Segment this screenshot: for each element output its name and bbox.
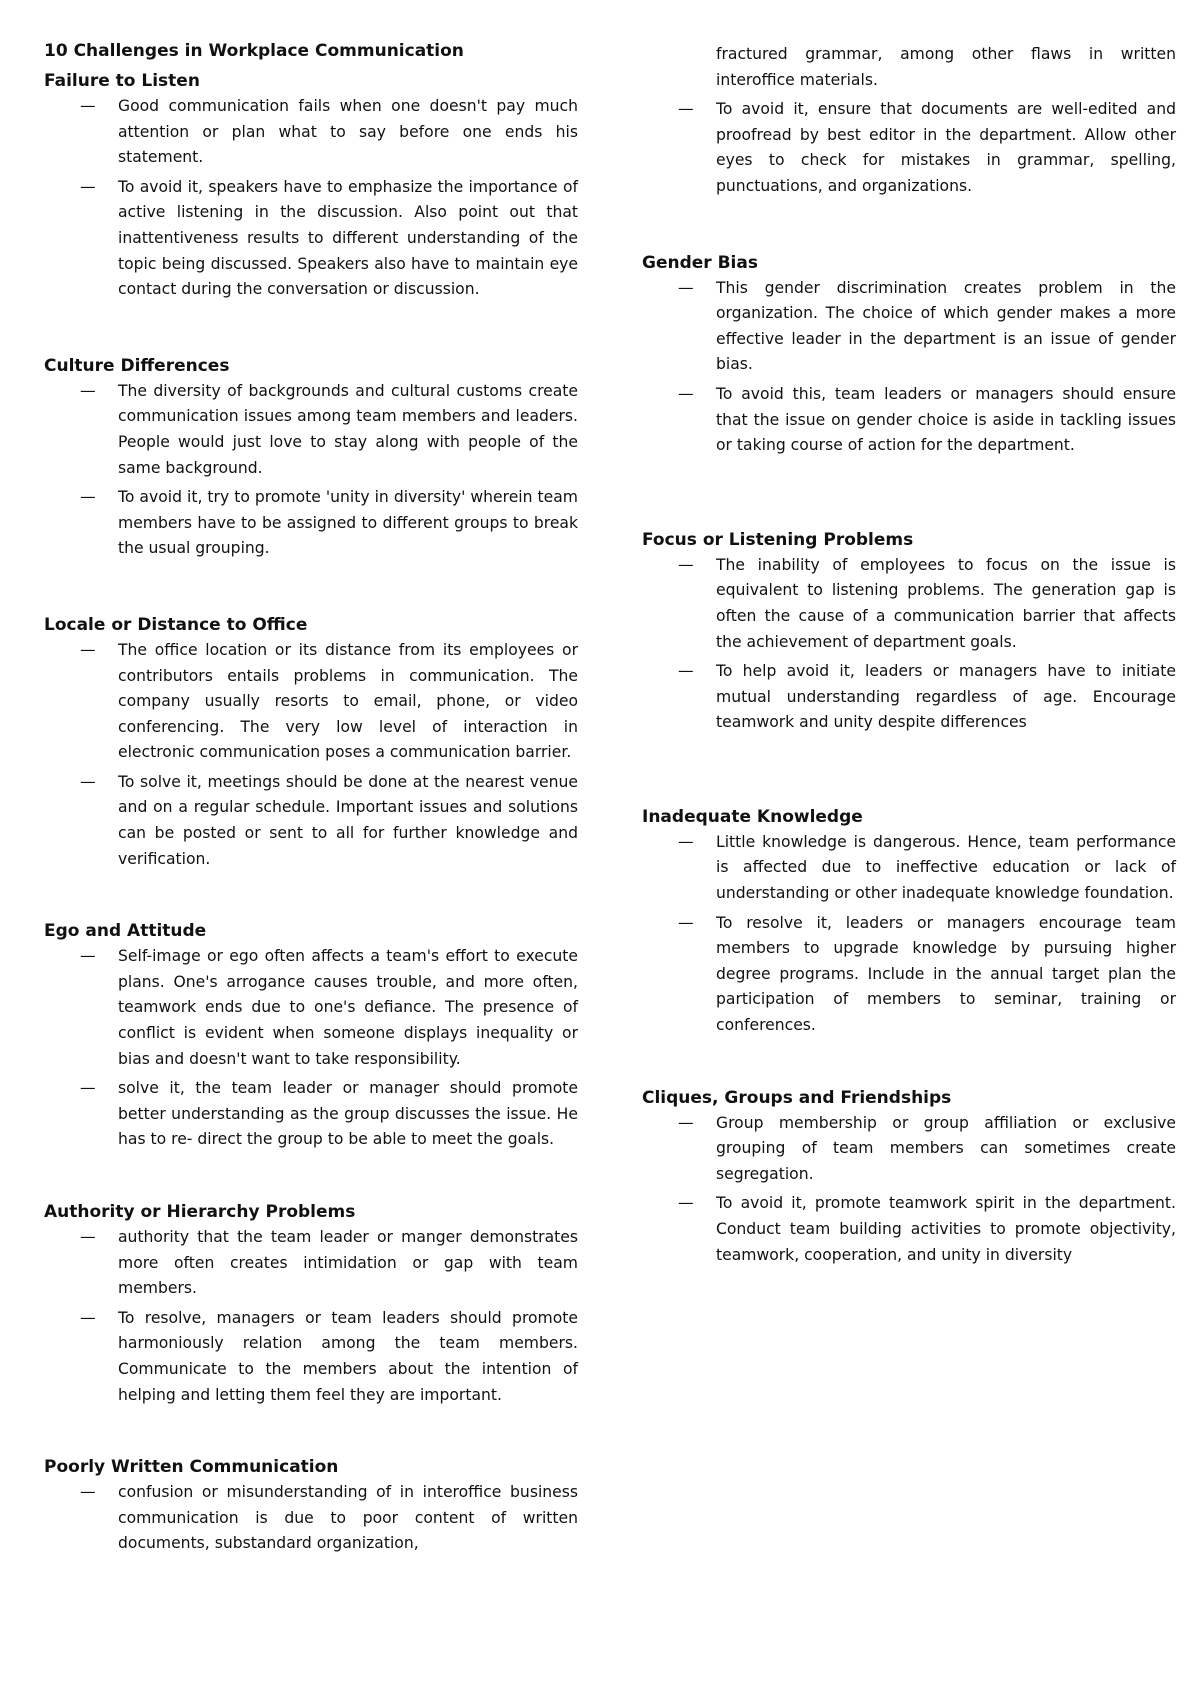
bullet-text: To avoid this, team leaders or managers should ensure that the issue on gender choice is aside in tackling issues or taking course of action for the department. <box>716 384 1176 455</box>
section-heading: Culture Differences <box>44 355 230 376</box>
bullet-text: Group membership or group affiliation or exclusive grouping of team members can sometimes create segregation. <box>716 1113 1176 1183</box>
dash-marker: — <box>678 384 694 403</box>
section-heading: Inadequate Knowledge <box>642 806 863 827</box>
bullet-list <box>642 830 1176 1039</box>
section-heading: Gender Bias <box>642 252 758 273</box>
bullet-text: The inability of employees to focus on the issue is equivalent to listening problems. The generation gap is often the cause of a communication barrier that affects the achievement of department goals. <box>716 555 1176 651</box>
document-title: 10 Challenges in Workplace Communication <box>44 41 464 61</box>
bullet-item <box>642 830 1176 907</box>
section-inadequate-knowledge <box>642 806 1176 1039</box>
dash-marker: — <box>678 1194 694 1213</box>
bullet-text: solve it, the team leader or manager should promote better understanding as the group discusses the issue. He has to re- direct the group to be able to meet the goals. <box>118 1079 578 1149</box>
bullet-text: To resolve, managers or team leaders should promote harmoniously relation among the team members. Communicate to the members about the intention of helping and letting them feel they are important. <box>118 1308 578 1404</box>
bullet-item <box>642 659 1176 736</box>
bullet-item <box>642 97 1176 199</box>
dash-marker: — <box>80 381 96 400</box>
section-authority-or-hierarchy <box>44 1201 578 1408</box>
dash-marker: — <box>678 832 694 851</box>
section-heading: Cliques, Groups and Friendships <box>642 1087 952 1108</box>
bullet-item <box>642 1191 1176 1268</box>
section-heading: Ego and Attitude <box>44 921 207 942</box>
bullet-item <box>44 944 578 1072</box>
bullet-list <box>44 379 578 562</box>
section-poorly-written-communication <box>44 1456 578 1557</box>
dash-marker: — <box>678 662 694 681</box>
bullet-list <box>642 553 1176 736</box>
bullet-text: To avoid it, ensure that documents are well-edited and proofread by best editor in the department. Allow other eyes to check for mistakes in grammar, spelling, punctuations, and organizations. <box>716 100 1176 195</box>
dash-marker: — <box>678 555 694 574</box>
bullet-text: The office location or its distance from its employees or contributors entails problems in communication. The company usually resorts to email, phone, or video conferencing. The very low level of interaction in electronic communication poses a communication barrier. <box>118 640 578 762</box>
bullet-list <box>642 276 1176 459</box>
bullet-list <box>642 97 1176 199</box>
bullet-text: To avoid it, try to promote 'unity in diversity' wherein team members have to be assigned to different groups to break the usual grouping. <box>118 488 578 558</box>
bullet-item <box>642 1111 1176 1188</box>
bullet-list <box>642 1111 1176 1269</box>
section-heading: Locale or Distance to Office <box>44 614 308 635</box>
bullet-text: To resolve it, leaders or managers encourage team members to upgrade knowledge by pursuing higher degree programs. Include in the annual target plan the participation of members to seminar, training or conferences. <box>716 913 1176 1035</box>
bullet-list <box>44 94 578 303</box>
bullet-item <box>44 1076 578 1153</box>
bullet-text: authority that the team leader or manger demonstrates more often creates intimidation or gap with team members. <box>118 1228 578 1298</box>
dash-marker: — <box>80 1079 96 1098</box>
section-culture-differences <box>44 355 578 562</box>
bullet-item <box>44 1306 578 1408</box>
bullet-item <box>44 94 578 171</box>
section-failure-to-listen <box>44 70 578 303</box>
bullet-item <box>44 1225 578 1302</box>
bullet-list <box>44 944 578 1153</box>
bullet-text: This gender discrimination creates problem in the organization. The choice of which gender makes a more effective leader in the department is an issue of gender bias. <box>716 278 1176 374</box>
section-focus-or-listening-problems <box>642 529 1176 736</box>
section-gender-bias <box>642 252 1176 459</box>
bullet-item <box>44 175 578 303</box>
left-column <box>44 40 578 1561</box>
bullet-text: To avoid it, promote teamwork spirit in the department. Conduct team building activities to promote objectivity, teamwork, cooperation, and unity in diversity <box>716 1194 1176 1264</box>
bullet-text: Little knowledge is dangerous. Hence, team performance is affected due to ineffective education or lack of understanding or other inadequate knowledge foundation. <box>716 832 1176 903</box>
bullet-item <box>642 382 1176 459</box>
dash-marker: — <box>678 913 694 932</box>
bullet-text: To avoid it, speakers have to emphasize the importance of active listening in the discussion. Also point out that inattentiveness results to different understanding of the topic being discussed. Speakers also have to maintain eye contact during the conversation or discussion. <box>118 177 578 299</box>
dash-marker: — <box>678 1113 694 1132</box>
bullet-list <box>44 638 578 872</box>
dash-marker: — <box>80 947 96 966</box>
dash-marker: — <box>678 278 694 297</box>
bullet-text: The diversity of backgrounds and cultural customs create communication issues among team members and leaders. People would just love to stay along with people of the same background. <box>118 381 578 477</box>
section-heading: Authority or Hierarchy Problems <box>44 1202 356 1222</box>
dash-marker: — <box>80 97 96 115</box>
bullet-text: To help avoid it, leaders or managers have to initiate mutual understanding regardless of age. Encourage teamwork and unity despite differences <box>716 662 1176 732</box>
bullet-text: confusion or misunderstanding of in interoffice business communication is due to poor content of written documents, substandard organization, <box>118 1483 578 1553</box>
bullet-item <box>44 485 578 562</box>
section-heading: Poorly Written Communication <box>44 1457 339 1478</box>
dash-marker: — <box>80 488 96 507</box>
continued-text: fractured grammar, among other flaws in written interoffice materials. <box>716 45 1176 89</box>
dash-marker: — <box>678 100 694 119</box>
bullet-item <box>44 1480 578 1557</box>
bullet-text: Good communication fails when one doesn't pay much attention or plan what to say before one ends his statement. <box>118 97 578 167</box>
section-ego-and-attitude <box>44 920 578 1153</box>
section-locale-or-distance <box>44 614 578 872</box>
bullet-item <box>642 276 1176 378</box>
bullet-item <box>44 770 578 872</box>
section-cliques-groups-friendships <box>642 1087 1176 1269</box>
bullet-item <box>642 553 1176 655</box>
section-heading: Focus or Listening Problems <box>642 529 914 550</box>
dash-marker: — <box>80 1228 96 1246</box>
dash-marker: — <box>80 772 96 791</box>
bullet-list <box>44 1480 578 1557</box>
bullet-item <box>44 379 578 481</box>
bullet-text: Self-image or ego often affects a team's effort to execute plans. One's arrogance causes trouble, and more often, teamwork ends due to one's defiance. The presence of conflict is evident when someone displays inequality or bias and doesn't want to take responsibility. <box>118 947 578 1068</box>
dash-marker: — <box>80 177 96 196</box>
bullet-text: To solve it, meetings should be done at the nearest venue and on a regular schedule. Important issues and solutions can be posted or sent to all for further knowledge and verification. <box>118 772 578 868</box>
dash-marker: — <box>80 1308 96 1327</box>
dash-marker: — <box>80 1483 96 1502</box>
bullet-list <box>44 1225 578 1408</box>
bullet-item <box>44 638 578 766</box>
right-column <box>642 42 1176 1272</box>
bullet-item <box>642 911 1176 1039</box>
section-heading: Failure to Listen <box>44 71 200 91</box>
dash-marker: — <box>80 640 96 659</box>
